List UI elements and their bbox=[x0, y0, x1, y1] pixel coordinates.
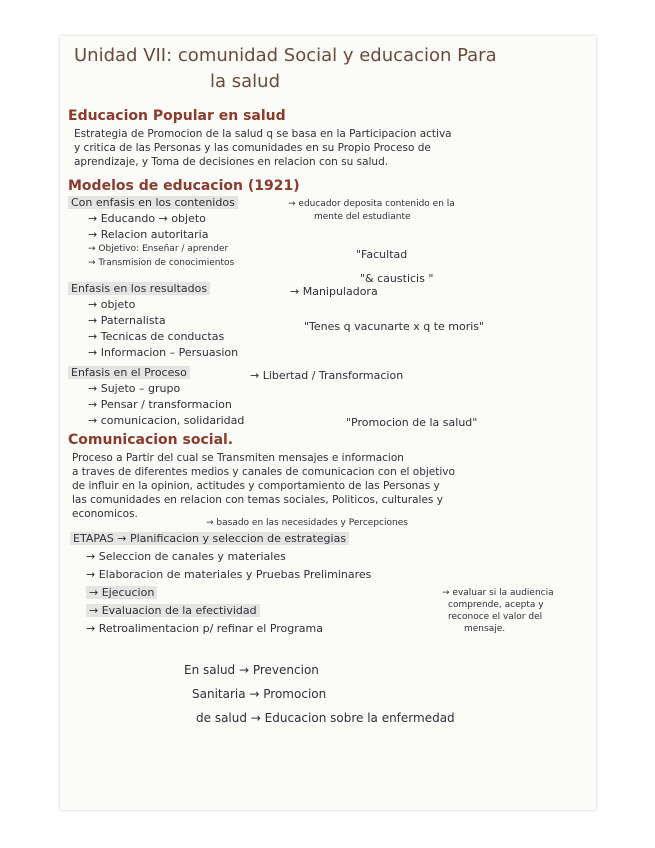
etapas-item-1: → Seleccion de canales y materiales bbox=[86, 550, 286, 563]
proceso-quote: "Promocion de la salud" bbox=[346, 416, 478, 429]
section-heading-comunicacion: Comunicacion social. bbox=[68, 432, 234, 448]
resultados-item-3: → Tecnicas de conductas bbox=[88, 330, 225, 343]
proceso-item-2: → Pensar / transformacion bbox=[88, 398, 232, 411]
resultados-item-1: → objeto bbox=[88, 298, 136, 311]
bottom-line-2: Sanitaria → Promocion bbox=[192, 687, 327, 701]
s1-body-line-2: y critica de las Personas y las comunidades en su Propio Proceso de bbox=[74, 142, 431, 154]
contenidos-quote-2: "& causticis " bbox=[360, 272, 434, 285]
s3-body-line-4: las comunidades en relacion con temas sociales, Politicos, culturales y bbox=[72, 494, 443, 506]
etapas-note: → basado en las necesidades y Percepciones bbox=[206, 518, 408, 528]
section-heading-modelos: Modelos de educacion (1921) bbox=[68, 178, 300, 194]
side-note-3: reconoce el valor del bbox=[448, 612, 543, 622]
proceso-item-3: → comunicacion, solidaridad bbox=[88, 414, 245, 427]
etapas-item-4: → Evaluacion de la efectividad bbox=[86, 604, 260, 617]
resultados-arrow: → Manipuladora bbox=[290, 285, 378, 298]
resultados-item-2: → Paternalista bbox=[88, 314, 166, 327]
resultados-item-4: → Informacion – Persuasion bbox=[88, 346, 239, 359]
contenidos-label: Con enfasis en los contenidos bbox=[68, 196, 238, 209]
contenidos-item-2: → Relacion autoritaria bbox=[88, 228, 209, 241]
page-title-line-2: la salud bbox=[210, 71, 280, 92]
s3-body-line-5: economicos. bbox=[72, 508, 138, 520]
etapas-item-2: → Elaboracion de materiales y Pruebas Preliminares bbox=[86, 568, 372, 581]
contenidos-quote-1: "Facultad bbox=[356, 248, 408, 261]
bottom-line-1: En salud → Prevencion bbox=[184, 663, 319, 677]
resultados-quote: "Tenes q vacunarte x q te moris" bbox=[304, 320, 485, 333]
proceso-item-1: → Sujeto – grupo bbox=[88, 382, 181, 395]
s1-body-line-1: Estrategia de Promocion de la salud q se basa en la Participacion activa bbox=[74, 128, 452, 140]
etapas-item-5: → Retroalimentacion p/ refinar el Programa bbox=[86, 622, 323, 635]
s3-body-line-1: Proceso a Partir del cual se Transmiten mensajes e informacion bbox=[72, 452, 404, 464]
section-heading-educacion-popular: Educacion Popular en salud bbox=[68, 108, 286, 124]
contenidos-item-3: → Objetivo: Enseñar / aprender bbox=[88, 244, 229, 254]
contenidos-arrow-note-1: → educador deposita contenido en la bbox=[288, 199, 455, 209]
contenidos-arrow-note-2: mente del estudiante bbox=[314, 212, 411, 222]
s1-body-line-3: aprendizaje, y Toma de decisiones en relacion con su salud. bbox=[74, 156, 389, 168]
side-note-1: → evaluar si la audiencia bbox=[442, 588, 554, 598]
contenidos-item-1: → Educando → objeto bbox=[88, 212, 206, 225]
side-note-4: mensaje. bbox=[464, 624, 506, 634]
bottom-line-3: de salud → Educacion sobre la enfermedad bbox=[196, 711, 455, 725]
page-title-line-1: Unidad VII: comunidad Social y educacion Para bbox=[74, 45, 497, 66]
etapas-item-3: → Ejecucion bbox=[86, 586, 157, 599]
s3-body-line-3: de influir en la opinion, actitudes y comportamiento de las Personas y bbox=[72, 480, 440, 492]
proceso-arrow: → Libertad / Transformacion bbox=[250, 369, 404, 382]
resultados-label: Enfasis en los resultados bbox=[68, 282, 210, 295]
side-note-2: comprende, acepta y bbox=[448, 600, 544, 610]
s3-body-line-2: a traves de diferentes medios y canales de comunicacion con el objetivo bbox=[72, 466, 455, 478]
notebook-page bbox=[60, 36, 596, 810]
proceso-label: Enfasis en el Proceso bbox=[68, 366, 190, 379]
etapas-label: ETAPAS → Planificacion y seleccion de estrategias bbox=[70, 532, 349, 545]
contenidos-item-4: → Transmision de conocimientos bbox=[88, 258, 235, 268]
